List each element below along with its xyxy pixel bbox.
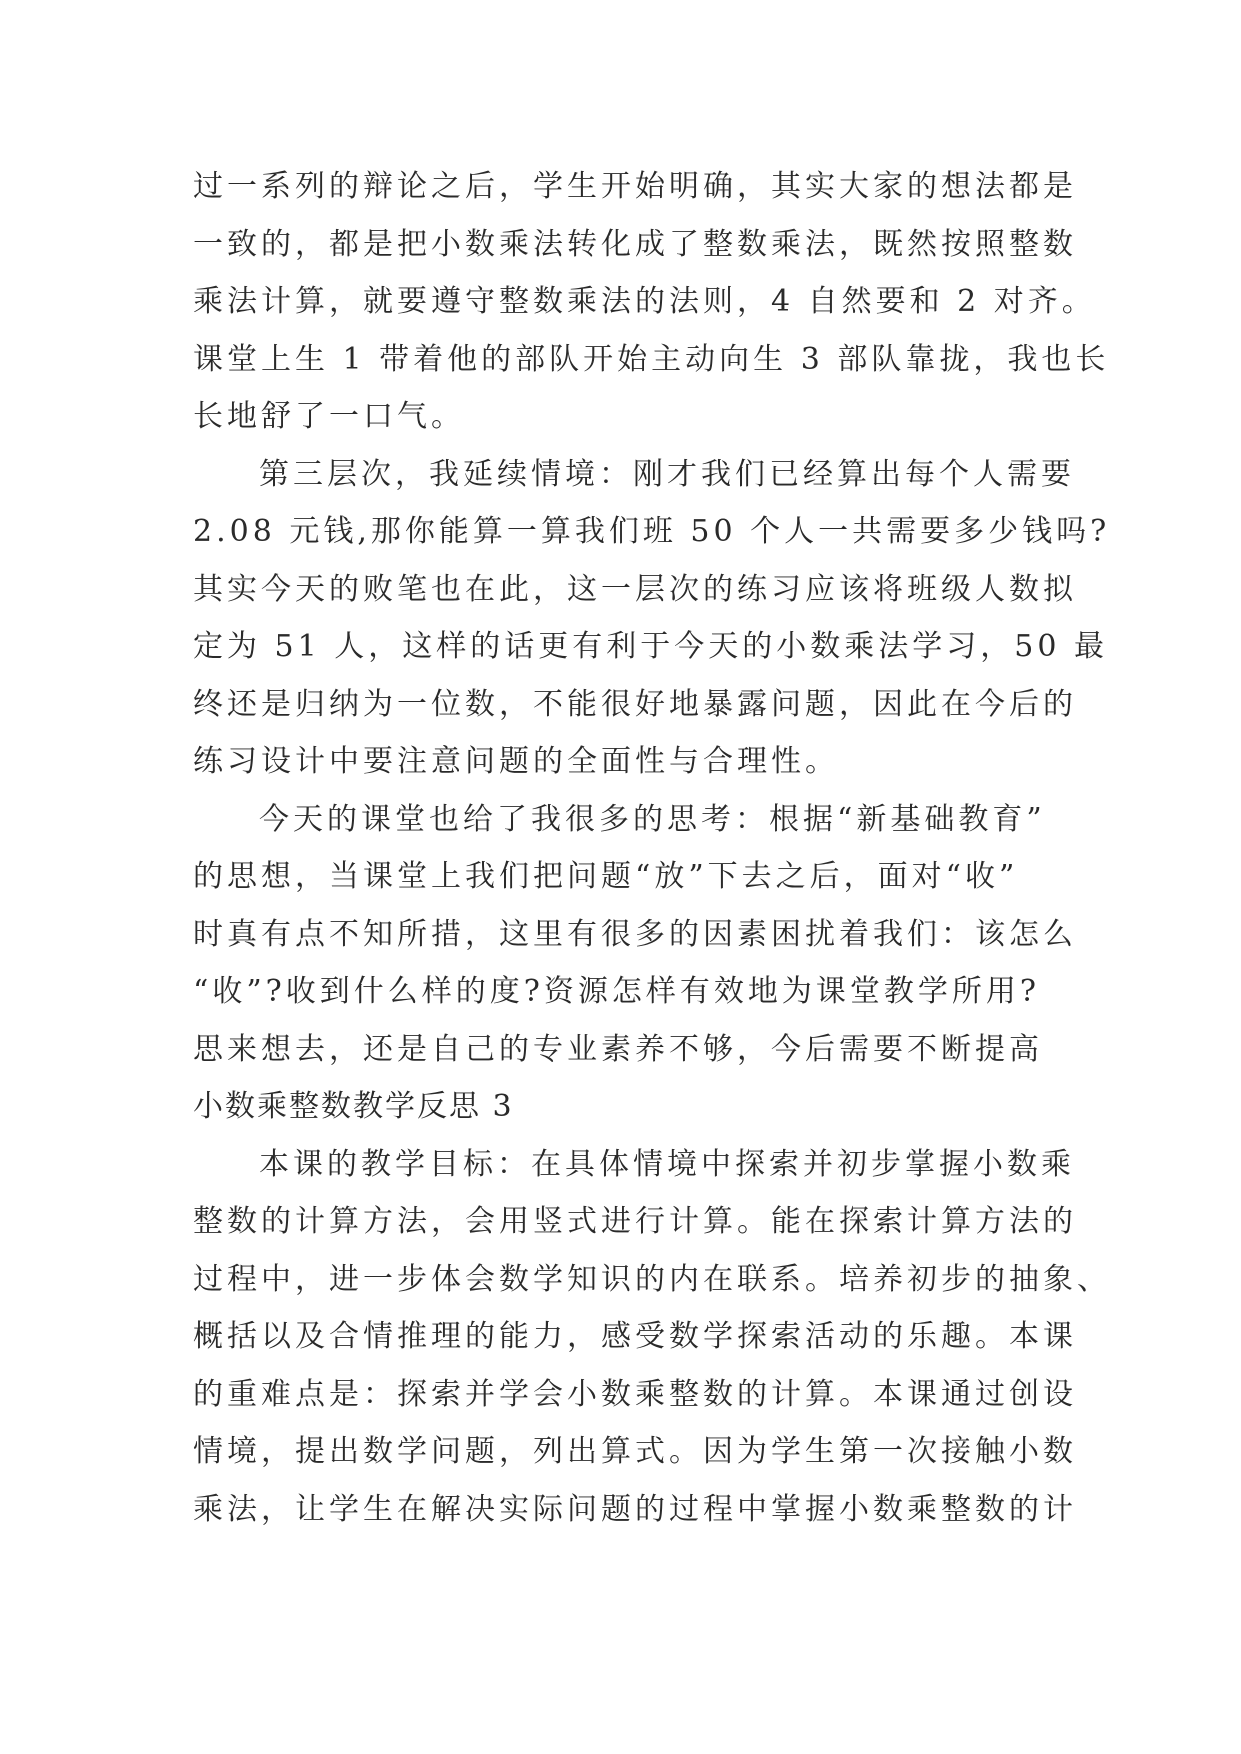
text-line: 课堂上生 1 带着他的部队开始主动向生 3 部队靠拢，我也长 [193, 341, 1110, 377]
text-line: 整数的计算方法，会用竖式进行计算。能在探索计算方法的 [193, 1204, 1077, 1239]
text-line: 2.08 元钱,那你能算一算我们班 50 个人一共需要多少钱吗? [193, 514, 1111, 549]
text-line: 乘法计算，就要遵守整数乘法的法则，4 自然要和 2 对齐。 [193, 284, 1096, 319]
text-line: 终还是归纳为一位数，不能很好地暴露问题，因此在今后的 [193, 686, 1077, 722]
text-line: 练习设计中要注意问题的全面性与合理性。 [193, 744, 839, 779]
text-line: 长地舒了一口气。 [193, 399, 465, 434]
text-line: 时真有点不知所措，这里有很多的因素困扰着我们：该怎么 [193, 916, 1077, 952]
text-line: 概括以及合情推理的能力，感受数学探索活动的乐趣。本课 [193, 1319, 1077, 1354]
text-line: 的思想，当课堂上我们把问题“放”下去之后，面对“收” [193, 859, 1019, 894]
text-line: 情境，提出数学问题，列出算式。因为学生第一次接触小数 [193, 1434, 1077, 1469]
text-line: 本课的教学目标：在具体情境中探索并初步掌握小数乘 [259, 1146, 1075, 1182]
text-line: 的重难点是：探索并学会小数乘整数的计算。本课通过创设 [193, 1376, 1077, 1412]
text-line: 乘法，让学生在解决实际问题的过程中掌握小数乘整数的计 [193, 1491, 1077, 1527]
text-line: 思来想去，还是自己的专业素养不够，今后需要不断提高 [193, 1031, 1043, 1067]
document-page [193, 158, 1111, 1538]
text-line: “收”?收到什么样的度?资源怎样有效地为课堂教学所用? [193, 974, 1040, 1009]
text-line: 第三层次，我延续情境：刚才我们已经算出每个人需要 [259, 456, 1075, 492]
text-line: 定为 51 人，这样的话更有利于今天的小数乘法学习，50 最 [193, 629, 1108, 664]
text-line: 今天的课堂也给了我很多的思考：根据“新基础教育” [259, 801, 1046, 837]
text-line: 过一系列的辩论之后，学生开始明确，其实大家的想法都是 [193, 169, 1077, 204]
text-line: 其实今天的败笔也在此，这一层次的练习应该将班级人数拟 [193, 571, 1077, 607]
text-line: 过程中，进一步体会数学知识的内在联系。培养初步的抽象、 [193, 1261, 1111, 1297]
section-title: 小数乘整数教学反思 3 [193, 1089, 514, 1124]
text-line: 一致的，都是把小数乘法转化成了整数乘法，既然按照整数 [193, 226, 1077, 262]
